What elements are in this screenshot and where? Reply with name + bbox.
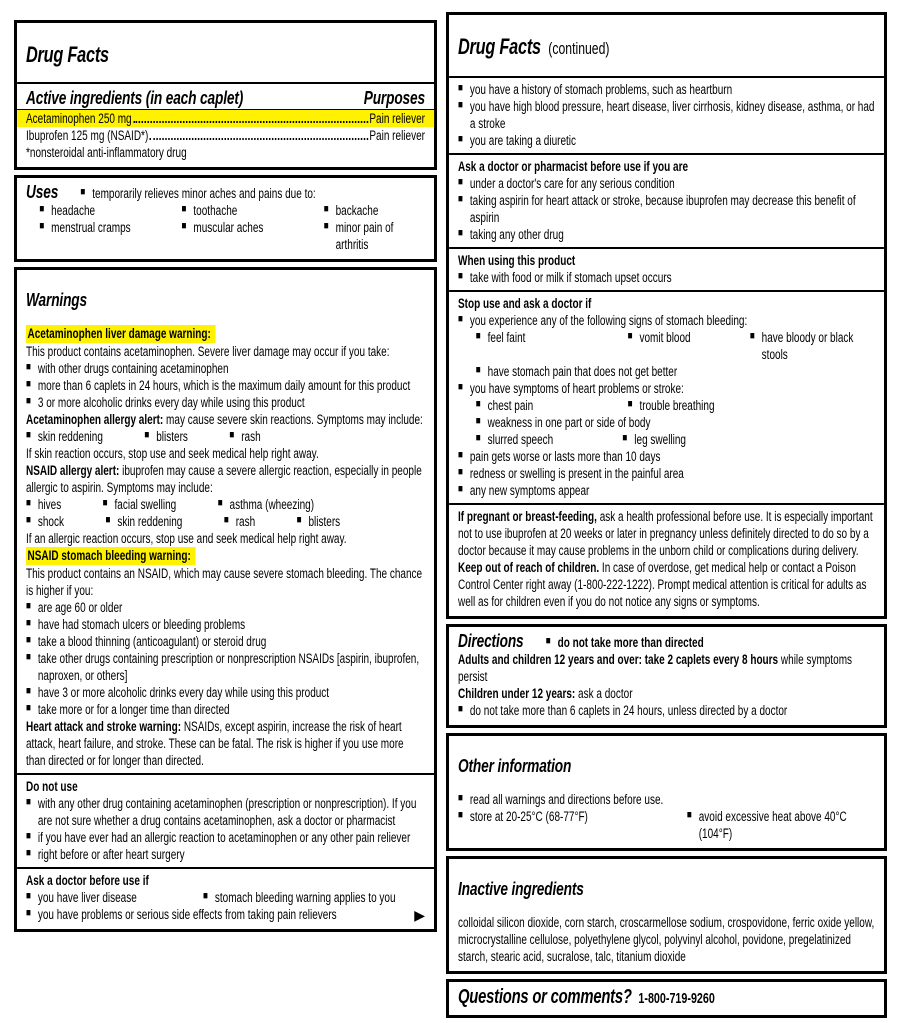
bullet-item: ■ redness or swelling is present in the painful area [458, 465, 875, 482]
bleeding-warning-intro: This product contains an NSAID, which may cause severe stomach bleeding. The chance is higher if you: [26, 566, 423, 599]
divider [449, 247, 884, 249]
ingredient-name: Acetaminophen 250 mg [26, 111, 132, 127]
bullet-item: ■ you have problems or serious side effects from taking pain relievers [26, 906, 337, 923]
storage-row [458, 808, 875, 842]
sub-bullet-item: ■ weakness in one part or side of body [476, 414, 875, 431]
other-information-box [446, 733, 887, 851]
active-ingredients-box [14, 20, 437, 170]
uses-box [14, 175, 437, 262]
uses-row [39, 219, 425, 253]
sub-bullet-item: ■ leg swelling [622, 431, 686, 448]
use-item: ■ minor pain of arthritis [324, 219, 425, 253]
divider [17, 867, 434, 869]
active-ingredients-heading: Active ingredients (in each caplet) [26, 87, 244, 109]
inactive-ingredients-box [446, 856, 887, 974]
bullet-item: ■ avoid excessive heat above 40°C (104°F) [687, 808, 875, 842]
bullet-item: ■ you have symptoms of heart problems or stroke: [458, 380, 875, 397]
symptom-item: ■ asthma (wheezing) [218, 496, 314, 513]
bullet-item: ■ under a doctor's care for any serious condition [458, 175, 875, 192]
stomach-bleeding-warning-heading: NSAID stomach bleeding warning: [26, 547, 195, 565]
use-item: ■ menstrual cramps [39, 219, 181, 253]
symptom-item: ■ shock [26, 513, 64, 530]
bullet-item: ■ store at 20-25°C (68-77°F) [458, 808, 687, 842]
bullet-item: ■ taking any other drug [458, 226, 875, 243]
ask-pharmacist-heading: Ask a doctor or pharmacist before use if you are [458, 159, 689, 175]
bullet-item: ■ stomach bleeding warning applies to you [203, 889, 396, 906]
directions-lead: ■ do not take more than directed [546, 634, 704, 651]
bullet-item: ■ if you have ever had an allergic reaction to acetaminophen or any other pain reliever [26, 829, 425, 846]
liver-warning-intro: This product contains acetaminophen. Severe liver damage may occur if you take: [26, 344, 390, 360]
bullet-item: ■ more than 6 caplets in 24 hours, which is the maximum daily amount for this product [26, 377, 425, 394]
bullet-item: ■ take other drugs containing prescription or nonprescription NSAIDs [aspirin, ibuprofen, naproxen, or others] [26, 650, 425, 684]
dot-leader [133, 121, 368, 123]
symptom-item: ■ blisters [297, 513, 341, 530]
directions-children: Children under 12 years: ask a doctor [458, 686, 633, 702]
divider [17, 773, 434, 775]
bullet-item: ■ you have a history of stomach problems, such as heartburn [458, 81, 875, 98]
symptom-item: ■ skin reddening [26, 428, 103, 445]
bullet-item: ■ take with food or milk if stomach upset occurs [458, 269, 875, 286]
symptom-row [26, 428, 425, 445]
ask-doctor-last-row [26, 906, 425, 923]
symptom-row [26, 513, 425, 530]
bullet-item: ■ you have liver disease [26, 889, 203, 906]
directions-adults: Adults and children 12 years and over: take 2 caplets every 8 hours while symptoms persist [458, 652, 853, 685]
bullet-item: ■ take more or for a longer time than directed [26, 701, 425, 718]
dot-leader [150, 138, 368, 140]
pregnant-warning: If pregnant or breast-feeding, ask a health professional before use. It is especially important not to use ibuprofen at 20 weeks or later in pregnancy unless definitely directed to do so by a doctor because it may cause problems in the unborn child or complications during delivery. [458, 509, 873, 559]
sub-bullet-row [476, 431, 875, 448]
ingredient-row-acetaminophen [17, 110, 434, 127]
ingredient-purpose: Pain reliever [369, 128, 425, 144]
bullet-item: ■ taking aspirin for heart attack or stroke, because ibuprofen may decrease this benefit of aspirin [458, 192, 875, 226]
uses-header [26, 181, 425, 202]
sub-bullet-item: ■ trouble breathing [628, 397, 715, 414]
heart-attack-stroke-warning: Heart attack and stroke warning: NSAIDs, except aspirin, increase the risk of heart attack, heart failure, and stroke. These can be fatal. The risk is higher if you use more than directed or for longer than directed. [26, 719, 404, 769]
bullet-item: ■ have 3 or more alcoholic drinks every day while using this product [26, 684, 425, 701]
bullet-item: ■ 3 or more alcoholic drinks every day while using this product [26, 394, 425, 411]
sub-bullet-row [476, 329, 875, 363]
symptom-item: ■ rash [229, 428, 260, 445]
divider [449, 153, 884, 155]
bullet-item: ■ right before or after heart surgery [26, 846, 425, 863]
drug-facts-title: Drug Facts [26, 41, 109, 67]
ingredient-purpose: Pain reliever [369, 111, 425, 127]
ingredient-row-ibuprofen [17, 127, 434, 144]
questions-row [458, 985, 875, 1009]
directions-title: Directions [458, 630, 524, 652]
sub-bullet-item: ■ feel faint [476, 329, 628, 363]
do-not-use-heading: Do not use [26, 779, 78, 795]
bullet-item: ■ are age 60 or older [26, 599, 425, 616]
drug-facts-title: Drug Facts [458, 33, 541, 59]
divider [449, 290, 884, 292]
symptom-item: ■ blisters [144, 428, 188, 445]
symptom-item: ■ rash [224, 513, 255, 530]
uses-title: Uses [26, 181, 59, 203]
other-information-title: Other information [458, 754, 572, 776]
drug-facts-continued-box [446, 12, 887, 619]
when-using-heading: When using this product [458, 253, 576, 269]
ask-doctor-row [26, 889, 425, 906]
right-column [446, 12, 887, 1023]
allergic-reaction-note: If an allergic reaction occurs, stop use and seek medical help right away. [26, 531, 347, 547]
use-item: ■ toothache [182, 202, 324, 219]
liver-damage-warning-heading: Acetaminophen liver damage warning: [26, 325, 215, 343]
skin-reaction-note: If skin reaction occurs, stop use and seek medical help right away. [26, 446, 319, 462]
sub-bullet-item: ■ have stomach pain that does not get better [476, 363, 875, 380]
sub-bullet-row [476, 397, 875, 414]
bullet-item: ■ with any other drug containing acetaminophen (prescription or nonprescription). If you are not sure whether a drug contains acetaminophen, ask a doctor or pharmacist [26, 795, 425, 829]
symptom-item: ■ skin reddening [105, 513, 182, 530]
sub-bullet-item: ■ chest pain [476, 397, 628, 414]
bullet-item: ■ with other drugs containing acetaminophen [26, 360, 425, 377]
bullet-item: ■ you have high blood pressure, heart disease, liver cirrhosis, kidney disease, asthma, or had a stroke [458, 98, 875, 132]
warnings-box [14, 267, 437, 932]
keep-out-of-reach-warning: Keep out of reach of children. In case of overdose, get medical help or contact a Poison Control Center right away (1-800-222-1222). Prompt medical attention is critical for adults as well as for children even if you do not notice any signs or symptoms. [458, 560, 867, 610]
use-item: ■ headache [39, 202, 181, 219]
questions-phone: 1-800-719-9260 [638, 990, 715, 1007]
bullet-item: ■ you experience any of the following signs of stomach bleeding: [458, 312, 875, 329]
questions-title: Questions or comments? [458, 985, 632, 1008]
left-column [14, 20, 437, 937]
continued-label: (continued) [548, 39, 610, 58]
acetaminophen-allergy-alert: Acetaminophen allergy alert: may cause severe skin reactions. Symptoms may include: [26, 412, 423, 428]
divider [449, 76, 884, 78]
sub-bullet-item: ■ slurred speech [476, 431, 623, 448]
questions-box [446, 979, 887, 1018]
nsaid-footnote: *nonsteroidal anti-inflammatory drug [26, 145, 187, 161]
stop-use-heading: Stop use and ask a doctor if [458, 296, 592, 312]
uses-row [39, 202, 425, 219]
bullet-item: ■ read all warnings and directions before use. [458, 791, 875, 808]
purposes-heading: Purposes [363, 87, 425, 109]
sub-bullet-item: ■ vomit blood [628, 329, 750, 363]
symptom-row [26, 496, 425, 513]
sub-bullet-item: ■ have bloody or black stools [750, 329, 875, 363]
inactive-ingredients-list: colloidal silicon dioxide, corn starch, croscarmellose sodium, crospovidone, ferric oxide yellow, microcrystalline cellulose, polyethylene glycol, polyvinyl alcohol, povidone, pregelatinized starch, stearic acid, sucralose, talc, titanium dioxide [458, 914, 875, 964]
divider [449, 503, 884, 505]
inactive-ingredients-title: Inactive ingredients [458, 877, 584, 899]
continued-arrow-icon: ▶ [414, 906, 425, 923]
bullet-item: ■ any new symptoms appear [458, 482, 875, 499]
ingredient-name: Ibuprofen 125 mg (NSAID*) [26, 128, 149, 144]
symptom-item: ■ hives [26, 496, 61, 513]
bullet-item: ■ pain gets worse or lasts more than 10 days [458, 448, 875, 465]
bullet-item: ■ have had stomach ulcers or bleeding problems [26, 616, 425, 633]
directions-header [458, 630, 875, 651]
ask-doctor-heading: Ask a doctor before use if [26, 873, 149, 889]
active-ingredients-header [26, 87, 425, 108]
warnings-title: Warnings [26, 288, 88, 310]
drug-facts-continued-header [458, 18, 875, 74]
use-item: ■ backache [324, 202, 379, 219]
use-item: ■ muscular aches [182, 219, 324, 253]
divider [17, 82, 434, 84]
symptom-item: ■ facial swelling [103, 496, 177, 513]
nsaid-allergy-alert: NSAID allergy alert: ibuprofen may cause a severe allergic reaction, especially in people allergic to aspirin. Symptoms may include: [26, 463, 422, 496]
uses-lead: ■ temporarily relieves minor aches and pains due to: [80, 185, 315, 202]
directions-box [446, 624, 887, 728]
bullet-item: ■ do not take more than 6 caplets in 24 hours, unless directed by a doctor [458, 702, 875, 719]
bullet-item: ■ you are taking a diuretic [458, 132, 875, 149]
bullet-item: ■ take a blood thinning (anticoagulant) or steroid drug [26, 633, 425, 650]
